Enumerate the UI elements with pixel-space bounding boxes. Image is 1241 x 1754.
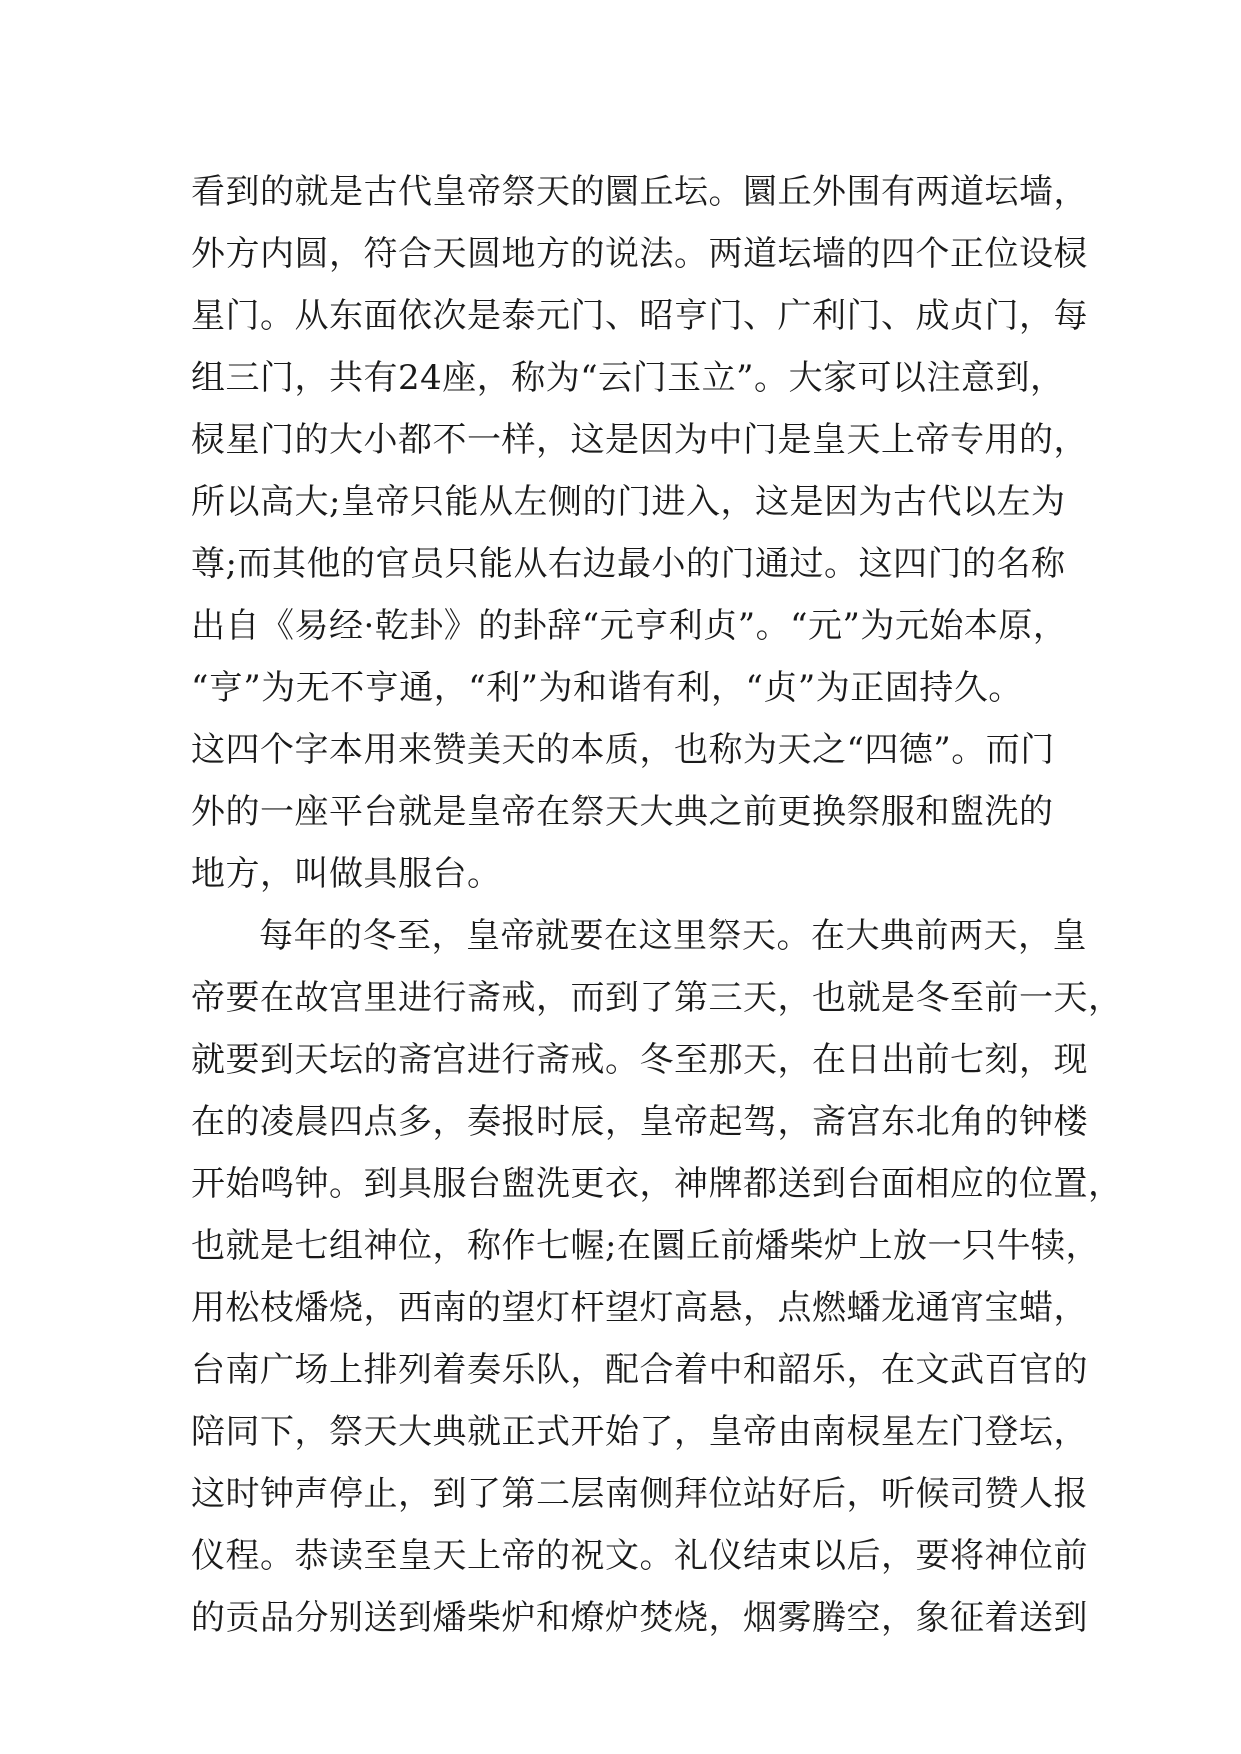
paragraph-1: [191, 161, 1088, 905]
text-line: 的贡品分别送到燔柴炉和燎炉焚烧，烟雾腾空，象征着送到: [191, 1598, 1088, 1638]
text-line: 每年的冬至，皇帝就要在这里祭天。在大典前两天，皇: [259, 916, 1087, 956]
paragraph-2: [191, 905, 1123, 1649]
text-line: 外方内圆，符合天圆地方的说法。两道坛墙的四个正位设棂: [191, 234, 1088, 274]
body-text: [191, 161, 1123, 1649]
text-line: 台南广场上排列着奏乐队，配合着中和韶乐，在文武百官的: [191, 1350, 1088, 1390]
text-line: 这四个字本用来赞美天的本质，也称为天之“四德”。而门: [191, 730, 1055, 770]
text-line: 尊;而其他的官员只能从右边最小的门通过。这四门的名称: [191, 544, 1066, 584]
text-line: 星门。从东面依次是泰元门、昭亨门、广利门、成贞门，每: [191, 296, 1088, 336]
text-line: 棂星门的大小都不一样，这是因为中门是皇天上帝专用的，: [191, 420, 1088, 460]
text-line: “亨”为无不亨通，“利”为和谐有利，“贞”为正固持久。: [191, 668, 1023, 708]
text-line: 这时钟声停止，到了第二层南侧拜位站好后，听候司赞人报: [191, 1474, 1088, 1514]
text-line: 也就是七组神位，称作七幄;在圜丘前燔柴炉上放一只牛犊，: [191, 1226, 1100, 1266]
text-line: 出自《易经·乾卦》的卦辞“元亨利贞”。“元”为元始本原，: [191, 606, 1068, 646]
text-line: 在的凌晨四点多，奏报时辰，皇帝起驾，斋宫东北角的钟楼: [191, 1102, 1088, 1142]
text-line: 所以高大;皇帝只能从左侧的门进入，这是因为古代以左为: [191, 482, 1066, 522]
text-line: 外的一座平台就是皇帝在祭天大典之前更换祭服和盥洗的: [191, 792, 1054, 832]
text-line: 仪程。恭读至皇天上帝的祝文。礼仪结束以后，要将神位前: [191, 1536, 1088, 1576]
text-line: 组三门，共有24座，称为“云门玉立”。大家可以注意到，: [191, 358, 1065, 398]
text-line: 地方，叫做具服台。: [191, 854, 502, 894]
text-line: 陪同下，祭天大典就正式开始了，皇帝由南棂星左门登坛，: [191, 1412, 1088, 1452]
text-line: 用松枝燔烧，西南的望灯杆望灯高悬，点燃蟠龙通宵宝蜡，: [191, 1288, 1088, 1328]
text-line: 看到的就是古代皇帝祭天的圜丘坛。圜丘外围有两道坛墙，: [191, 172, 1088, 212]
text-line: 就要到天坛的斋宫进行斋戒。冬至那天，在日出前七刻，现: [191, 1040, 1088, 1080]
text-line: 开始鸣钟。到具服台盥洗更衣，神牌都送到台面相应的位置，: [191, 1164, 1123, 1204]
text-line: 帝要在故宫里进行斋戒，而到了第三天，也就是冬至前一天，: [191, 978, 1123, 1018]
